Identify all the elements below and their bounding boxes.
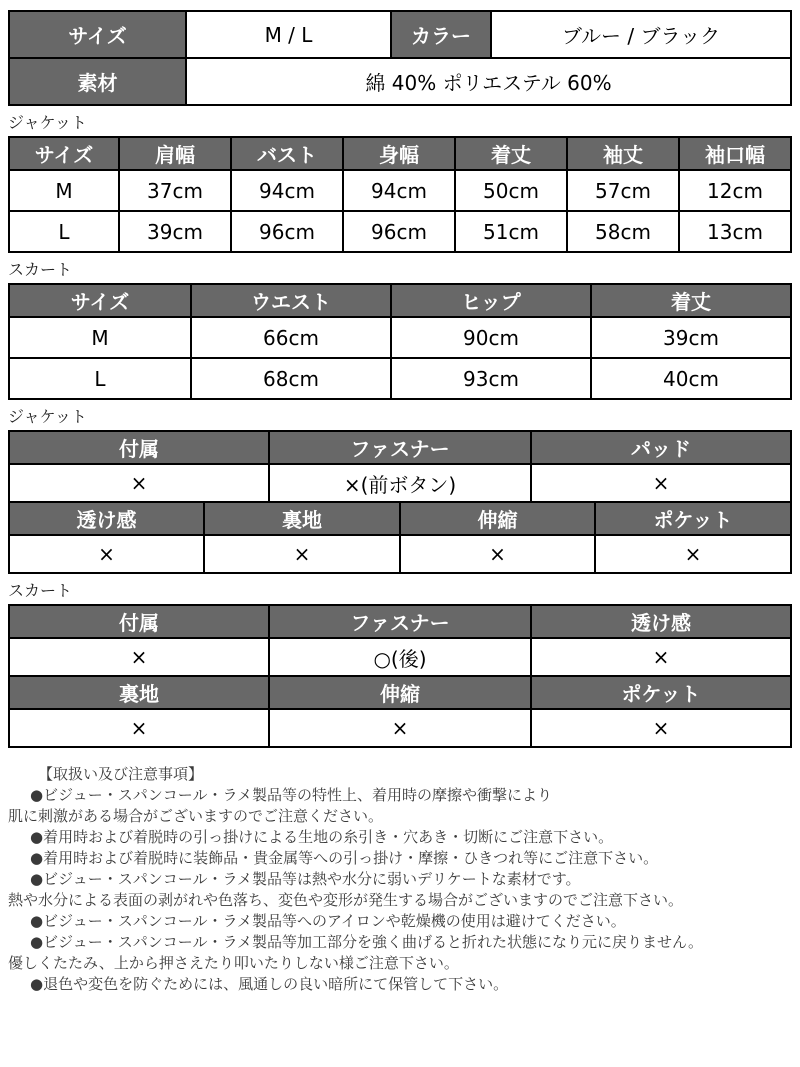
value-cell: × — [269, 709, 531, 747]
header-cell: 透け感 — [531, 605, 791, 638]
value-cell: 51cm — [455, 211, 567, 252]
section-label-jacket-spec: ジャケット — [8, 407, 87, 426]
table-row — [9, 431, 791, 464]
skirt-spec-table — [8, 675, 792, 748]
table-row — [9, 317, 791, 358]
value-cell: M — [9, 170, 119, 211]
header-cell: 伸縮 — [269, 676, 531, 709]
care-notes-heading: 【取扱い及び注意事項】 — [38, 765, 204, 783]
value-cell: 39cm — [591, 317, 791, 358]
value-cell: 90cm — [391, 317, 591, 358]
header-cell: ファスナー — [269, 605, 531, 638]
size-value-cell: M / L — [186, 11, 391, 58]
header-cell: 裏地 — [9, 676, 269, 709]
value-cell: ×(前ボタン) — [269, 464, 531, 502]
color-label-cell: カラー — [391, 11, 491, 58]
value-cell: 94cm — [343, 170, 455, 211]
value-cell: × — [204, 535, 400, 573]
table-row — [9, 464, 791, 502]
color-value-cell: ブルー / ブラック — [491, 11, 791, 58]
section-label-skirt-size: スカート — [8, 260, 73, 279]
skirt-size-table — [8, 283, 792, 400]
header-cell: 付属 — [9, 605, 269, 638]
header-cell: ヒップ — [391, 284, 591, 317]
value-cell: × — [531, 638, 791, 676]
table-row — [9, 638, 791, 676]
value-cell: 39cm — [119, 211, 231, 252]
skirt-spec-table — [8, 604, 792, 677]
table-row — [9, 284, 791, 317]
header-cell: サイズ — [9, 284, 191, 317]
value-cell: × — [9, 464, 269, 502]
value-cell: 66cm — [191, 317, 391, 358]
value-cell: L — [9, 358, 191, 399]
header-cell: ポケット — [595, 502, 791, 535]
top-info-table — [8, 10, 792, 106]
header-cell: 身幅 — [343, 137, 455, 170]
value-cell: 40cm — [591, 358, 791, 399]
value-cell: 50cm — [455, 170, 567, 211]
value-cell: 93cm — [391, 358, 591, 399]
care-note-line: 肌に刺激がある場合がございますのでご注意ください。 — [8, 807, 384, 825]
table-row — [9, 170, 791, 211]
header-cell: バスト — [231, 137, 343, 170]
header-cell: サイズ — [9, 137, 119, 170]
header-cell: 着丈 — [455, 137, 567, 170]
table-row — [9, 137, 791, 170]
section-label-jacket-size: ジャケット — [8, 113, 87, 132]
jacket-spec-table — [8, 430, 792, 503]
table-row — [9, 535, 791, 573]
header-cell: 袖口幅 — [679, 137, 791, 170]
value-cell: × — [595, 535, 791, 573]
header-cell: 付属 — [9, 431, 269, 464]
value-cell: × — [531, 709, 791, 747]
value-cell: 58cm — [567, 211, 679, 252]
header-cell: 伸縮 — [400, 502, 595, 535]
value-cell: × — [9, 709, 269, 747]
material-label-cell: 素材 — [9, 58, 186, 105]
care-note-line: ●ビジュー・スパンコール・ラメ製品等の特性上、着用時の摩擦や衝撃により — [30, 786, 553, 804]
header-cell: 肩幅 — [119, 137, 231, 170]
value-cell: 13cm — [679, 211, 791, 252]
care-notes — [8, 764, 800, 995]
value-cell: ○(後) — [269, 638, 531, 676]
table-row — [9, 605, 791, 638]
header-cell: ウエスト — [191, 284, 391, 317]
header-cell: パッド — [531, 431, 791, 464]
value-cell: 94cm — [231, 170, 343, 211]
value-cell: 68cm — [191, 358, 391, 399]
care-note-line: ●ビジュー・スパンコール・ラメ製品等へのアイロンや乾燥機の使用は避けてください。 — [30, 912, 626, 930]
header-cell: 裏地 — [204, 502, 400, 535]
header-cell: 袖丈 — [567, 137, 679, 170]
value-cell: 57cm — [567, 170, 679, 211]
table-row — [9, 211, 791, 252]
value-cell: × — [531, 464, 791, 502]
value-cell: 12cm — [679, 170, 791, 211]
value-cell: × — [400, 535, 595, 573]
care-note-line: ●退色や変色を防ぐためには、風通しの良い暗所にて保管して下さい。 — [30, 975, 509, 993]
value-cell: × — [9, 535, 204, 573]
value-cell: 37cm — [119, 170, 231, 211]
header-cell: ファスナー — [269, 431, 531, 464]
header-cell: 透け感 — [9, 502, 204, 535]
jacket-size-table — [8, 136, 792, 253]
jacket-spec-table — [8, 501, 792, 574]
table-row — [9, 58, 791, 105]
table-row — [9, 358, 791, 399]
care-note-line: ●着用時および着脱時に装飾品・貴金属等への引っ掛け・摩擦・ひきつれ等にご注意下さい。 — [30, 849, 659, 867]
care-note-line: ●ビジュー・スパンコール・ラメ製品等は熱や水分に弱いデリケートな素材です。 — [30, 870, 581, 888]
section-label-skirt-spec: スカート — [8, 581, 73, 600]
table-row — [9, 11, 791, 58]
table-row — [9, 502, 791, 535]
value-cell: × — [9, 638, 269, 676]
care-note-line: ●着用時および着脱時の引っ掛けによる生地の糸引き・穴あき・切断にご注意下さい。 — [30, 828, 614, 846]
table-row — [9, 709, 791, 747]
material-value-cell: 綿 40% ポリエステル 60% — [186, 58, 791, 105]
value-cell: 96cm — [231, 211, 343, 252]
table-row — [9, 676, 791, 709]
value-cell: 96cm — [343, 211, 455, 252]
header-cell: ポケット — [531, 676, 791, 709]
care-note-line: 優しくたたみ、上から押さえたり叩いたりしない様ご注意下さい。 — [8, 954, 459, 972]
value-cell: L — [9, 211, 119, 252]
value-cell: M — [9, 317, 191, 358]
care-note-line: 熱や水分による表面の剥がれや色落ち、変色や変形が発生する場合がございますのでご注意下さい。 — [8, 891, 684, 909]
header-cell: 着丈 — [591, 284, 791, 317]
size-label-cell: サイズ — [9, 11, 186, 58]
care-note-line: ●ビジュー・スパンコール・ラメ製品等加工部分を強く曲げると折れた状態になり元に戻りません。 — [30, 933, 703, 951]
